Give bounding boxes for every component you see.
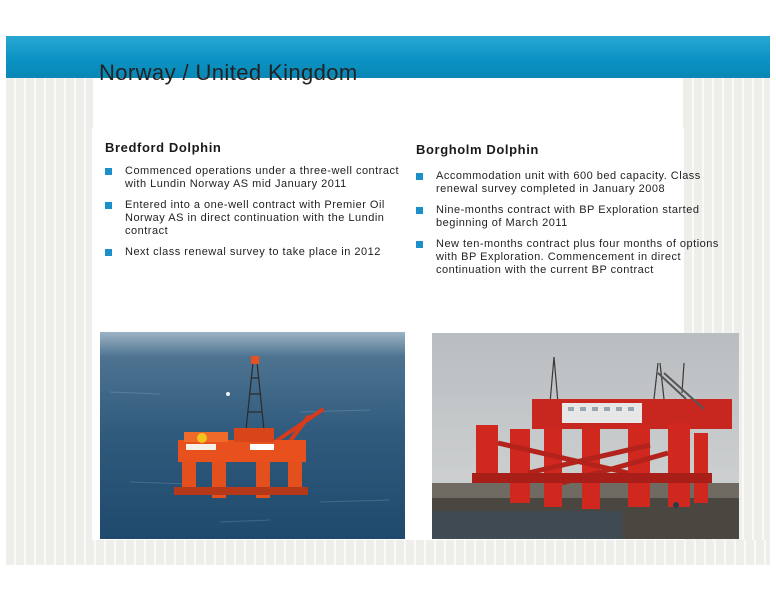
bullet-item [416, 170, 726, 196]
rig-at-quay-photo [432, 333, 739, 539]
bullet-text: New ten-months contract plus four months of options with BP Exploration. Commencement in direct continuation with the current BP contract [436, 238, 719, 276]
bullet-text: Next class renewal survey to take place in 2012 [125, 246, 381, 258]
bullet-square-icon [416, 173, 423, 180]
bullet-text: Nine-months contract with BP Exploration started beginning of March 2011 [436, 204, 700, 229]
right-bullet-list [416, 170, 726, 277]
right-column-heading: Borgholm Dolphin [416, 142, 539, 157]
bullet-square-icon [105, 202, 112, 209]
page-title: Norway / United Kingdom [99, 60, 358, 85]
bullet-text: Commenced operations under a three-well contract with Lundin Norway AS mid January 2011 [125, 165, 400, 190]
bullet-item [416, 204, 726, 230]
bullet-square-icon [416, 207, 423, 214]
bullet-square-icon [105, 249, 112, 256]
bullet-square-icon [105, 168, 112, 175]
right-column [416, 142, 726, 285]
rig-at-sea-photo [100, 332, 405, 539]
left-column [105, 140, 405, 267]
bullet-text: Accommodation unit with 600 bed capacity. Class renewal survey completed in January 2008 [436, 170, 701, 195]
bullet-item [105, 165, 405, 191]
footer-band [6, 540, 770, 565]
bullet-item [105, 246, 405, 259]
left-stripe [6, 78, 92, 565]
bullet-square-icon [416, 241, 423, 248]
left-column-heading: Bredford Dolphin [105, 140, 222, 155]
bullet-text: Entered into a one-well contract with Premier Oil Norway AS in direct continuation with the Lundin contract [125, 199, 385, 237]
bullet-item [105, 199, 405, 238]
left-bullet-list [105, 165, 405, 259]
bullet-item [416, 238, 726, 277]
